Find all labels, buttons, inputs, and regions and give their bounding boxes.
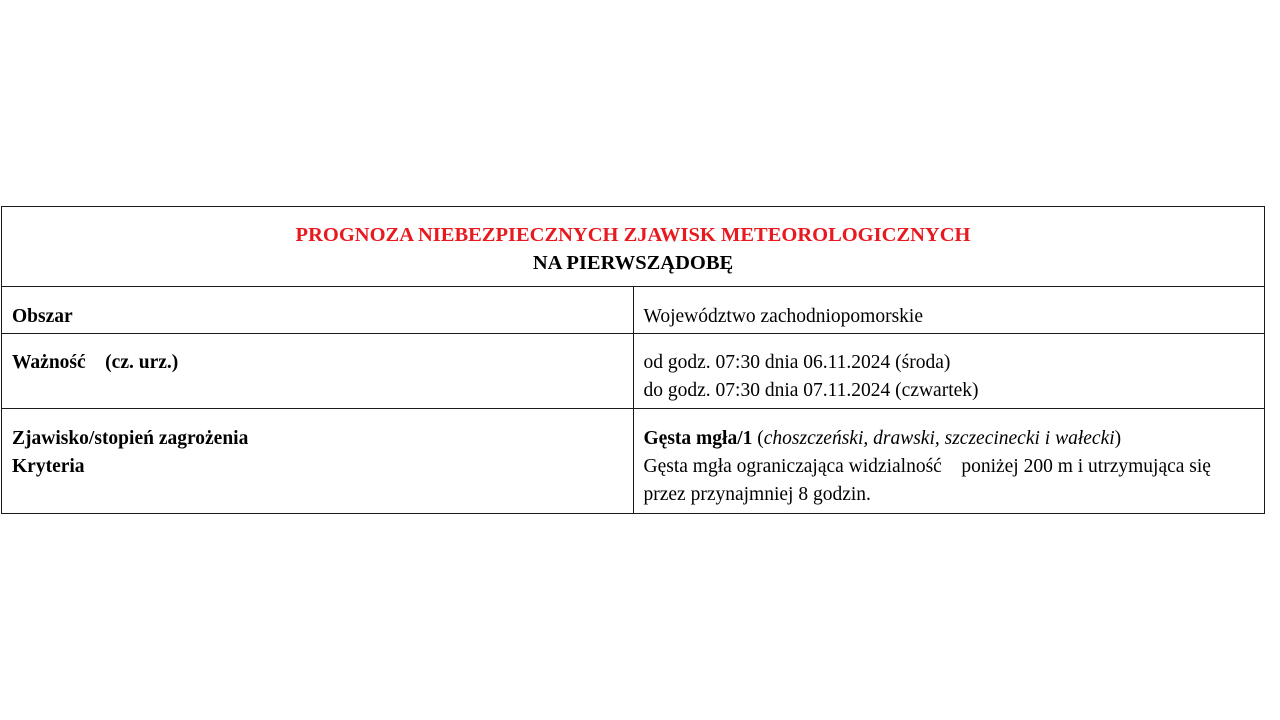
criteria-text: Gęsta mgła ograniczająca widzialność poniżej 200 m i utrzymująca się przez przynajmniej 8 godzin. bbox=[643, 456, 1216, 505]
phenomenon-label-cell bbox=[2, 409, 634, 514]
title-row bbox=[2, 207, 1265, 287]
validity-to: do godz. 07:30 dnia 07.11.2024 (czwartek) bbox=[643, 380, 979, 401]
phenomenon-value-cell bbox=[633, 409, 1265, 514]
phenomenon-heading bbox=[644, 425, 1255, 453]
area-value: Województwo zachodniopomorskie bbox=[633, 287, 1265, 334]
validity-value-cell bbox=[633, 334, 1265, 409]
criteria-label: Kryteria bbox=[12, 456, 85, 477]
validity-from: od godz. 07:30 dnia 06.11.2024 (środa) bbox=[643, 352, 951, 373]
title-cell bbox=[2, 207, 1265, 287]
area-row bbox=[2, 287, 1265, 334]
validity-row bbox=[2, 334, 1265, 409]
warning-table bbox=[1, 206, 1265, 514]
phenomenon-label: Zjawisko/stopień zagrożenia bbox=[12, 428, 249, 449]
affected-counties: choszczeński, drawski, szczecinecki i wałecki bbox=[763, 428, 1115, 449]
paren-close: ) bbox=[1114, 428, 1122, 449]
warning-title: PROGNOZA NIEBEZPIECZNYCH ZJAWISK METEOROLOGICZNYCH bbox=[295, 224, 971, 246]
validity-label: Ważność (cz. urz.) bbox=[12, 352, 179, 373]
area-label: Obszar bbox=[2, 287, 634, 334]
warning-subtitle: NA PIERWSZĄDOBĘ bbox=[532, 252, 734, 274]
phenomenon-name: Gęsta mgła/1 bbox=[643, 428, 753, 449]
validity-label-cell bbox=[2, 334, 634, 409]
phenomenon-row bbox=[2, 409, 1265, 514]
paren-open: ( bbox=[752, 428, 764, 449]
